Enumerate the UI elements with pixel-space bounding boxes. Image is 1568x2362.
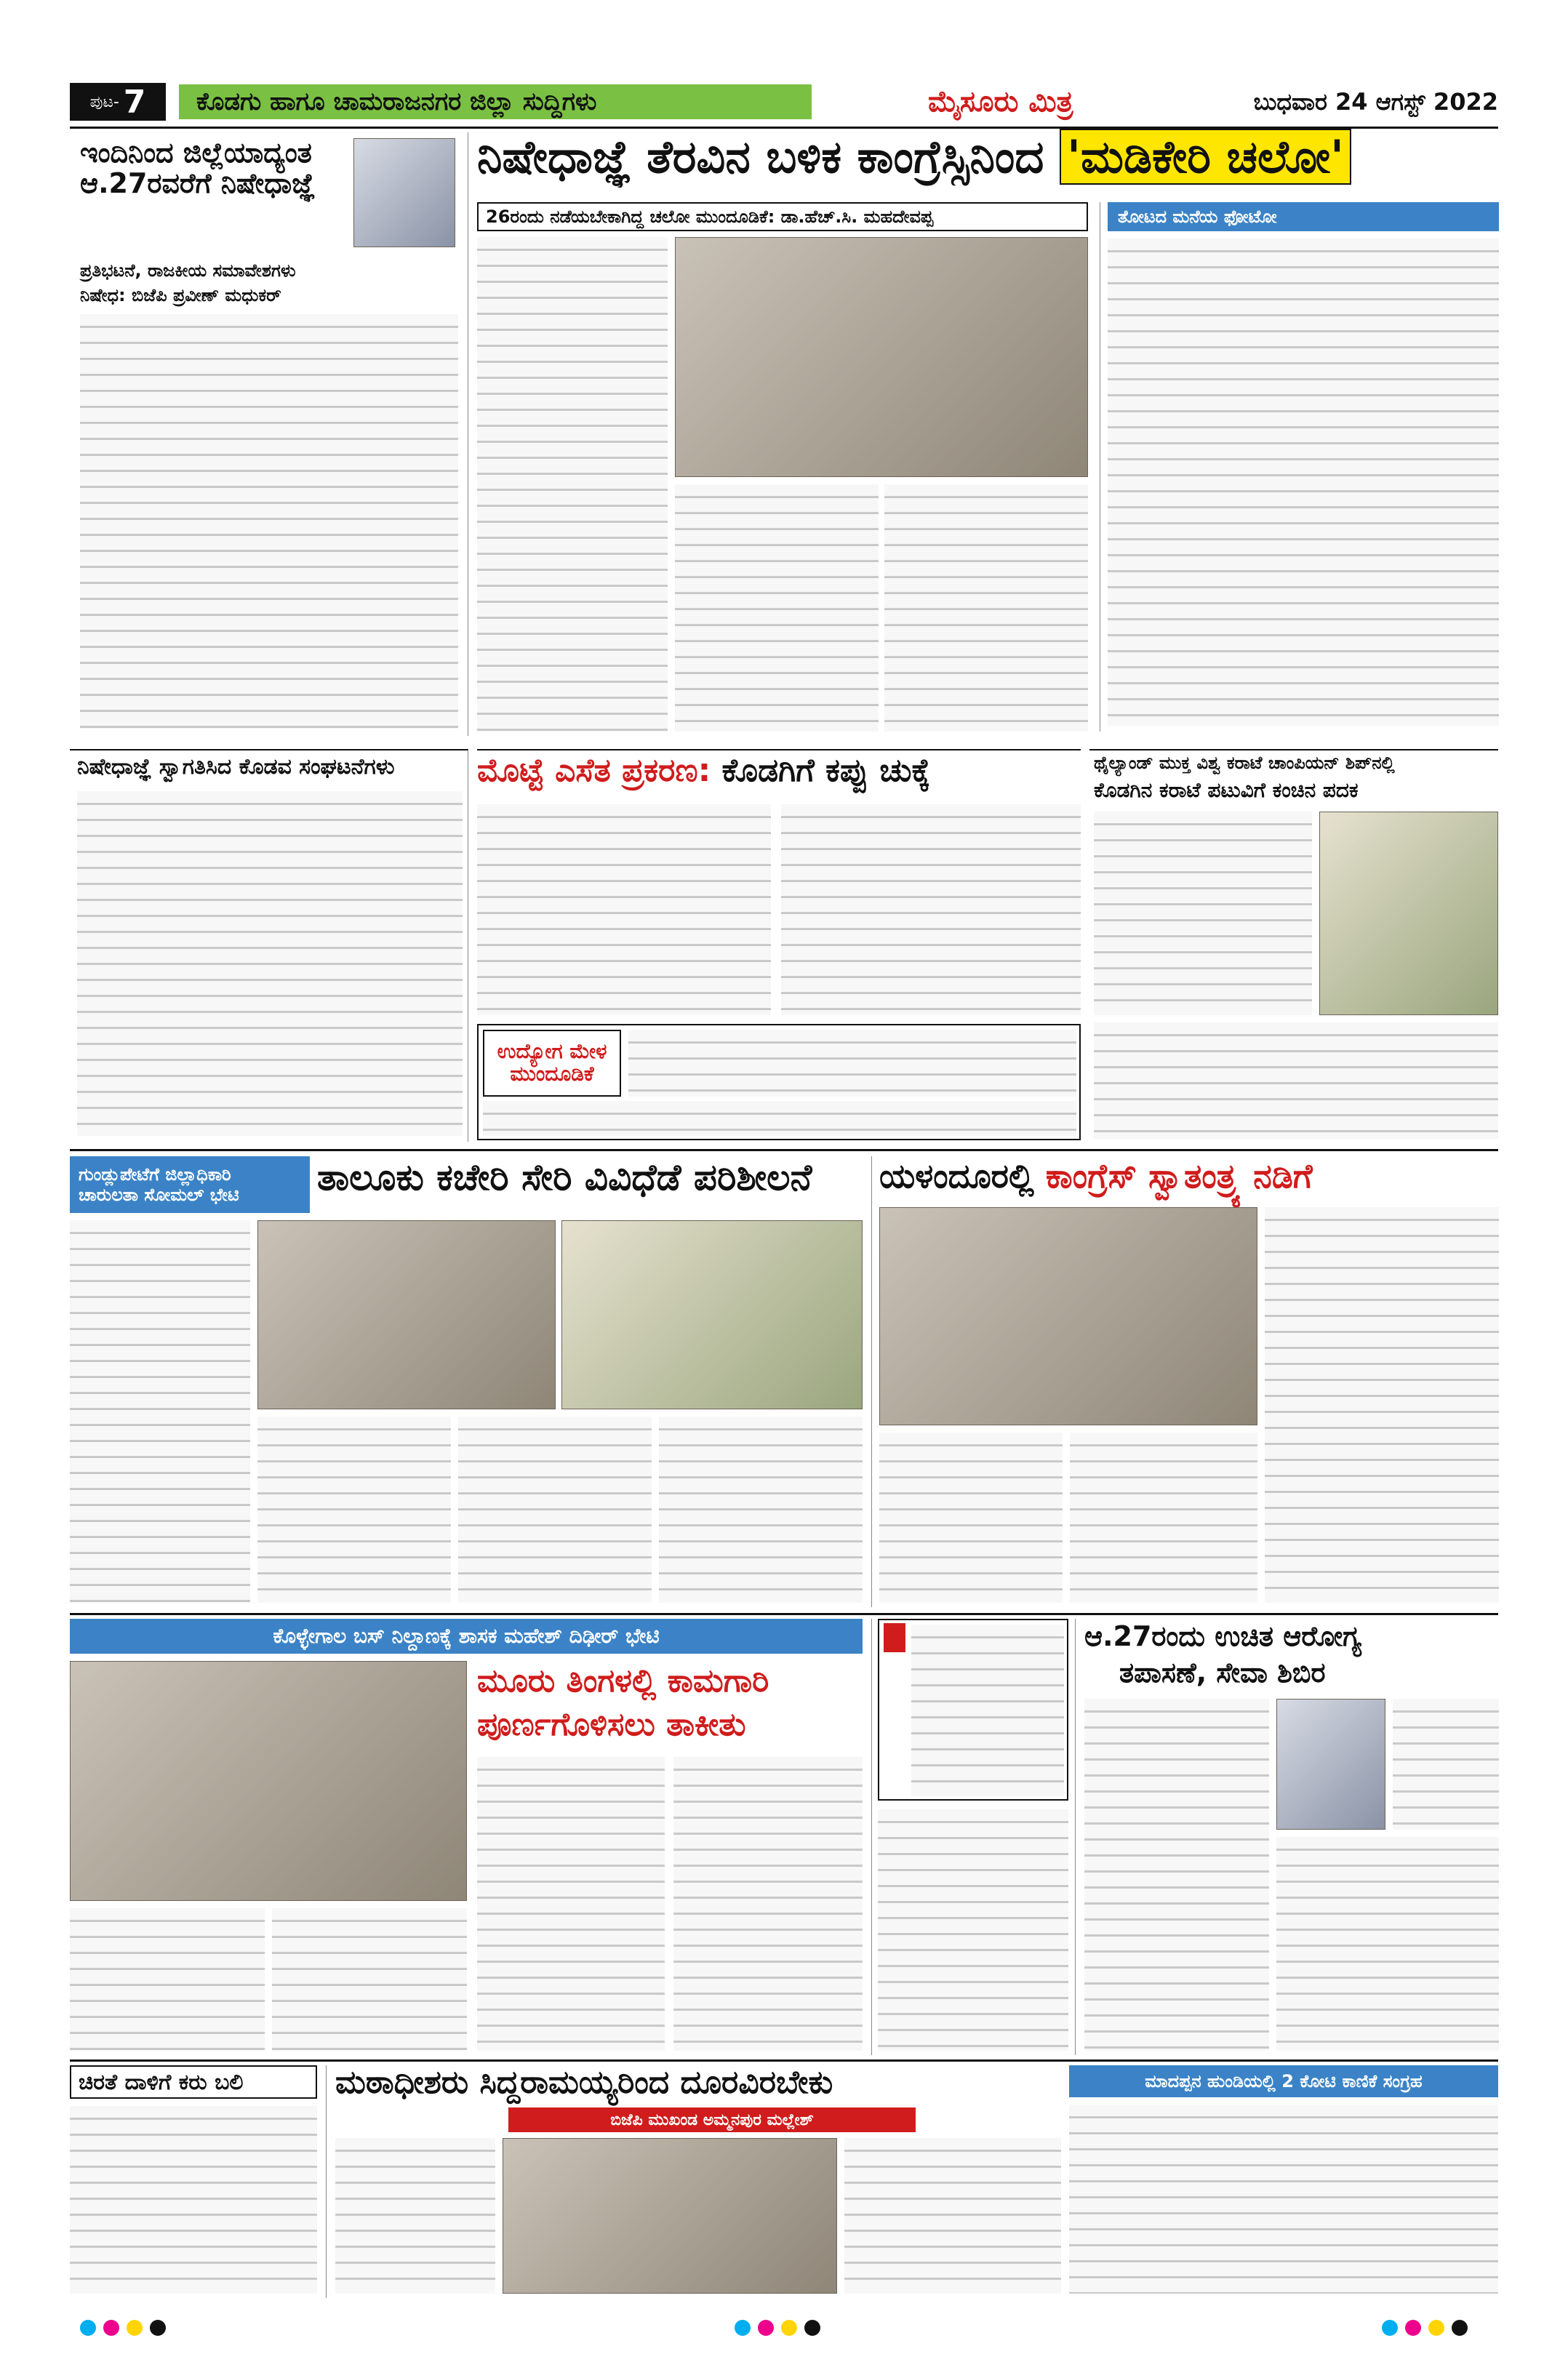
quote-box [878, 1619, 1068, 1801]
officer-portrait [353, 138, 455, 247]
kollegal-banner: ಕೊಳ್ಳೇಗಾಲ ಬಸ್ ನಿಲ್ದಾಣಕ್ಕೆ ಶಾಸಕ ಮಹೇಶ್ ದಿಢೀರ್ ಭೇಟಿ [70, 1619, 863, 1654]
cyan-dot [80, 2320, 96, 2336]
mutt-body-2 [844, 2138, 1061, 2294]
udyoga-body-top [628, 1030, 1076, 1097]
cheerate-body [70, 2106, 317, 2294]
kollegal-body-3 [70, 1908, 265, 2051]
motte-headline-a: ಮೊಟ್ಟೆ ಎಸೆತ ಪ್ರಕರಣ: [477, 752, 711, 789]
story-taluk-office [70, 1156, 863, 1607]
health-headline-1: ಆ.27ರಂದು ಉಚಿತ ಆರೋಗ್ಯ [1084, 1620, 1361, 1652]
main-headline [477, 132, 1498, 195]
cheerate-headline: ಚಿರತೆ ದಾಳಿಗೆ ಕರು ಬಲಿ [70, 2065, 317, 2099]
kollegal-body-2 [673, 1757, 863, 2051]
mutt-headline: ಮಠಾಧೀಶರು ಸಿದ್ದರಾಮಯ್ಯರಿಂದ ದೂರವಿರಬೇಕು [335, 2064, 833, 2101]
hundi-headline: ಮಾದಪ್ಪನ ಹುಂಡಿಯಲ್ಲಿ 2 ಕೋಟಿ ಕಾಣಿಕೆ ಸಂಗ್ರಹ [1069, 2065, 1498, 2097]
yalandur-body-2 [879, 1433, 1063, 1603]
bus-stand-photo [70, 1661, 467, 1901]
yalandur-headline-b: ಕಾಂಗ್ರೆಸ್ ಸ್ವಾತಂತ್ರ್ಯ ನಡಿಗೆ [1045, 1156, 1313, 1196]
karate-award-photo [1319, 812, 1498, 1015]
story-leopard [70, 2065, 317, 2298]
story1-subhead-1: ಪ್ರತಿಭಟನೆ, ರಾಜಕೀಯ ಸಮಾವೇಶಗಳು [80, 260, 296, 281]
taluk-body-1 [70, 1220, 250, 1603]
motte-body-1 [477, 804, 771, 1015]
page-number-box [70, 83, 166, 121]
main-body-col-2 [675, 484, 879, 732]
black-dot [1452, 2320, 1468, 2336]
main-body-col-3 [884, 484, 1088, 732]
row-divider-3 [70, 2059, 1498, 2062]
karate-headline-1: ಥೈಲ್ಯಾಂಡ್ ಮುಕ್ತ ವಿಶ್ವ ಕರಾಟೆ ಚಾಂಪಿಯನ್ ಶಿಪ್‌ನಲ್ಲಿ [1094, 753, 1395, 773]
yalandur-headline [879, 1158, 1499, 1195]
story-hundi [1069, 2065, 1498, 2298]
motte-headline [477, 753, 1081, 797]
issue-date: ಬುಧವಾರ 24 ಆಗಸ್ಟ್ 2022 [1253, 87, 1498, 116]
karate-headline-2: ಕೊಡಗಿನ ಕರಾಟೆ ಪಟುವಿಗೆ ಕಂಚಿನ ಪದಕ [1094, 778, 1359, 802]
story1-subhead-2: ನಿಷೇಧ: ಬಿಜೆಪಿ ಪ್ರವೀಣ್ ಮಧುಕರ್ [80, 285, 281, 305]
registration-marks-left [80, 2320, 211, 2342]
main-headline-text: ನಿಷೇಧಾಜ್ಞೆ ತೆರವಿನ ಬಳಿಕ ಕಾಂಗ್ರೆಸ್ಸಿನಿಂದ [477, 130, 1044, 183]
main-kicker: 26ರಂದು ನಡೆಯಬೇಕಾಗಿದ್ದ ಚಲೋ ಮುಂದೂಡಿಕೆ: ಡಾ.ಹೆಚ್.ಸಿ. ಮಹದೇವಪ್ಪ [477, 202, 1088, 231]
main-headline-em: 'ಮಡಿಕೇರಿ ಚಲೋ' [1060, 129, 1351, 185]
registration-marks-center [735, 2320, 865, 2342]
page-label: ಪುಟ- [89, 92, 119, 111]
taluk-body-3 [458, 1417, 652, 1603]
motte-body-2 [781, 804, 1081, 1015]
sidebar-story [1100, 202, 1498, 732]
hundi-body [1069, 2105, 1498, 2294]
press-conference-photo [675, 237, 1088, 477]
story-yalandur [871, 1156, 1498, 1607]
story-madikeri-chalo [477, 132, 1498, 736]
section-title: ಕೊಡಗು ಹಾಗೂ ಚಾಮರಾಜನಗರ ಜಿಲ್ಲಾ ಸುದ್ದಿಗಳು [179, 84, 812, 119]
kodava-body [77, 791, 463, 1136]
story-kodava [70, 749, 468, 1142]
story-health-camp [1075, 1619, 1498, 2055]
taluk-headline: ತಾಲೂಕು ಕಚೇರಿ ಸೇರಿ ವಿವಿಧೆಡೆ ಪರಿಶೀಲನೆ [317, 1156, 812, 1198]
story-karate [1089, 749, 1498, 1142]
taluk-body-2 [257, 1417, 451, 1603]
cyan-dot [1382, 2320, 1398, 2336]
story1-body [80, 314, 458, 729]
story-mutt [326, 2065, 1060, 2298]
health-portrait [1276, 1699, 1385, 1830]
kollegal-headline-1: ಮೂರು ತಿಂಗಳಲ್ಲಿ ಕಾಮಗಾರಿ [477, 1662, 769, 1700]
health-body-2 [1393, 1699, 1499, 1830]
row-divider-2 [70, 1613, 1498, 1615]
yalandur-body-1 [1265, 1207, 1499, 1603]
magenta-dot [103, 2320, 119, 2336]
story1-headline: ಇಂದಿನಿಂದ ಜಿಲ್ಲೆಯಾದ್ಯಂತ ಆ.27ರವರೆಗೆ ನಿಷೇಧಾಜ್ಞೆ [80, 137, 316, 199]
yalandur-headline-a: ಯಳಂದೂರಲ್ಲಿ [879, 1156, 1034, 1196]
mutt-press-photo [503, 2138, 837, 2294]
kollegal-body-1 [477, 1757, 665, 2051]
taluk-body-4 [659, 1417, 863, 1603]
karate-body-bottom [1094, 1022, 1498, 1139]
quote-column [871, 1619, 1068, 2055]
taluk-photo-2 [561, 1220, 863, 1409]
kollegal-body-4 [272, 1908, 467, 2051]
karate-body-top [1094, 812, 1312, 1015]
sidebar-banner: ತೋಟದ ಮನೆಯ ಫೋಟೋ [1108, 202, 1499, 231]
black-dot [804, 2320, 820, 2336]
black-dot [150, 2320, 166, 2336]
health-body-1 [1084, 1699, 1269, 2051]
masthead: ಮೈಸೂರು ಮಿತ್ರ [928, 85, 1073, 119]
mutt-byline: ಬಿಜೆಪಿ ಮುಖಂಡ ಅಮ್ಮನಪುರ ಮಲ್ಲೇಶ್ [508, 2107, 916, 2132]
health-body-3 [1276, 1837, 1499, 2051]
story-prohibitory-order [70, 132, 468, 736]
quote-body [911, 1625, 1064, 1796]
row-divider-1 [70, 1149, 1498, 1151]
sidebar-body [1108, 239, 1499, 726]
magenta-dot [758, 2320, 774, 2336]
page-number: 7 [123, 83, 146, 121]
yalandur-march-photo [879, 1207, 1257, 1425]
quote-column-body [878, 1809, 1068, 2051]
health-headline-2: ತಪಾಸಣೆ, ಸೇವಾ ಶಿಬಿರ [1119, 1657, 1326, 1689]
mutt-body-1 [335, 2138, 495, 2294]
taluk-kicker-box [70, 1156, 310, 1213]
yalandur-body-3 [1070, 1433, 1257, 1603]
yellow-dot [1428, 2320, 1444, 2336]
main-body-col-1 [477, 237, 668, 732]
magenta-dot [1405, 2320, 1421, 2336]
kodava-headline: ನಿಷೇಧಾಜ್ಞೆ ಸ್ವಾಗತಿಸಿದ ಕೊಡವ ಸಂಘಟನೆಗಳು [77, 754, 395, 780]
cyan-dot [735, 2320, 751, 2336]
quote-mark-icon [884, 1623, 905, 1652]
story-egg-throwing [477, 749, 1081, 1142]
taluk-photo-1 [257, 1220, 556, 1409]
udyoga-headline-1: ಉದ್ಯೋಗ ಮೇಳ [497, 1039, 607, 1064]
page-header [70, 80, 1498, 124]
taluk-kicker-1: ಗುಂಡ್ಲುಪೇಟೆಗೆ ಜಿಲ್ಲಾಧಿಕಾರಿ [79, 1164, 231, 1185]
taluk-kicker-2: ಚಾರುಲತಾ ಸೋಮಲ್ ಭೇಟಿ [79, 1185, 239, 1205]
kollegal-headline-2: ಪೂರ್ಣಗೊಳಿಸಲು ತಾಕೀತು [477, 1706, 746, 1743]
udyoga-headline-2: ಮುಂದೂಡಿಕೆ [510, 1062, 594, 1086]
udyoga-title-box [483, 1030, 621, 1097]
story-kollegal [70, 1619, 863, 2055]
yellow-dot [781, 2320, 797, 2336]
story-job-fair [477, 1024, 1081, 1140]
motte-headline-b: ಕೊಡಗಿಗೆ ಕಪ್ಪು ಚುಕ್ಕೆ [721, 752, 931, 789]
registration-marks-right [1382, 2320, 1513, 2342]
yellow-dot [127, 2320, 143, 2336]
udyoga-body-bottom [483, 1101, 1076, 1136]
